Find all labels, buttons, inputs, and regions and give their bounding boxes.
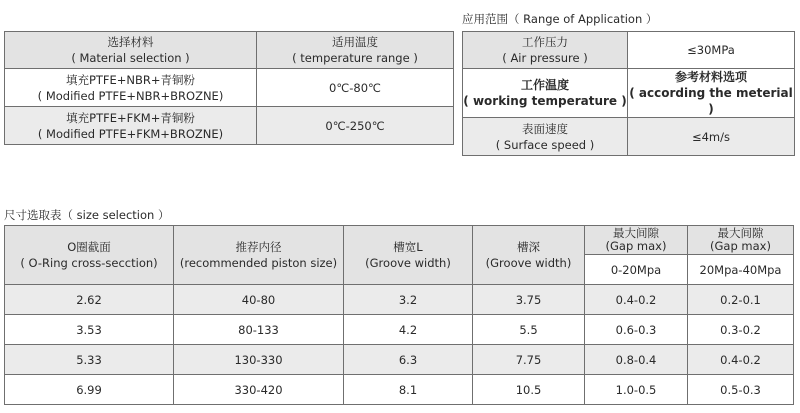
header-cn: 最大间隙 [717,226,764,240]
temperature-header-cell [257,32,454,69]
application-value: 参考材料选项 [674,70,747,84]
application-label-en: ( Surface speed ) [495,137,595,152]
application-label-cell [463,118,628,156]
cell-oring: 3.53 [5,315,174,345]
cell-oring: 2.62 [5,285,174,315]
header-gap-max-low [585,226,688,255]
cell-gap-high: 0.2-0.1 [688,285,794,315]
header-cn: 槽宽L [393,240,423,254]
material-cell [5,69,257,107]
application-label-cn: 表面速度 [522,121,568,136]
application-value: ≤4m/s [691,129,731,144]
header-groove-width [344,226,473,285]
application-label-en: ( Air pressure ) [502,51,588,65]
header-en: ( O-Ring cross-secction) [20,256,158,270]
application-caption: 应用范围（ Range of Application ） [462,12,658,26]
temperature-cell: 0℃-250℃ [257,107,454,145]
application-label-cn: 工作压力 [522,35,568,49]
cell-gap-high: 0.3-0.2 [688,315,794,345]
application-value-cell [628,118,795,156]
header-en: (Groove width) [485,256,572,270]
application-table [462,31,795,156]
cell-oring: 5.33 [5,345,174,375]
cell-groove-width: 3.2 [344,285,473,315]
header-piston-size [174,226,344,285]
cell-piston-size: 40-80 [174,285,344,315]
header-oring [5,226,174,285]
cell-groove-depth: 10.5 [473,375,585,405]
cell-groove-depth: 5.5 [473,315,585,345]
subheader-gap-high: 20Mpa-40Mpa [688,255,794,285]
material-header-cell [5,32,257,69]
application-value-cell [628,32,795,69]
material-cell [5,107,257,145]
size-table [4,225,794,405]
application-label-cell [463,69,628,118]
cell-gap-low: 0.6-0.3 [585,315,688,345]
header-gap-max-high [688,226,794,255]
cell-groove-width: 4.2 [344,315,473,345]
material-en: ( Modified PTFE+FKM+BROZNE) [37,126,224,141]
temperature-header-cn: 适用温度 [332,35,378,49]
cell-gap-low: 0.8-0.4 [585,345,688,375]
material-header-cn: 选择材料 [107,35,154,49]
header-en: (Gap max) [605,239,667,253]
application-label-en: ( working temperature ) [463,94,627,108]
table-row [5,285,794,315]
temperature-header-en: ( temperature range ) [292,51,418,65]
cell-oring: 6.99 [5,375,174,405]
cell-piston-size: 80-133 [174,315,344,345]
application-value-cell [628,69,795,118]
application-label-cn: 工作温度 [520,78,569,92]
application-value-en: ( according the meterial ) [629,86,793,116]
subheader-gap-low: 0-20Mpa [585,255,688,285]
cell-gap-low: 0.4-0.2 [585,285,688,315]
material-en: ( Modified PTFE+NBR+BROZNE) [37,88,224,103]
header-cn: 槽深 [517,240,540,254]
material-table [4,31,454,145]
table-row [5,345,794,375]
application-label-cell [463,32,628,69]
application-value: ≤30MPa [687,43,735,57]
header-en: (Gap max) [710,239,771,253]
header-en: (recommended piston size) [179,256,338,270]
cell-groove-width: 8.1 [344,375,473,405]
cell-groove-depth: 3.75 [473,285,585,315]
table-row [5,375,794,405]
header-cn: 最大间隙 [613,226,659,240]
cell-piston-size: 130-330 [174,345,344,375]
header-cn: 推荐内径 [235,240,282,254]
material-header-en: ( Material selection ) [71,51,190,65]
cell-gap-high: 0.4-0.2 [688,345,794,375]
temperature-cell: 0℃-80℃ [257,69,454,107]
table-row [5,315,794,345]
header-groove-depth [473,226,585,285]
material-cn: 填充PTFE+FKM+青铜粉 [66,110,195,125]
header-en: (Groove width) [365,256,451,270]
material-cn: 填充PTFE+NBR+青铜粉 [65,72,196,87]
cell-groove-width: 6.3 [344,345,473,375]
cell-gap-high: 0.5-0.3 [688,375,794,405]
cell-piston-size: 330-420 [174,375,344,405]
size-caption: 尺寸选取表（ size selection ） [4,208,170,222]
cell-groove-depth: 7.75 [473,345,585,375]
header-cn: O圈截面 [67,240,111,254]
cell-gap-low: 1.0-0.5 [585,375,688,405]
